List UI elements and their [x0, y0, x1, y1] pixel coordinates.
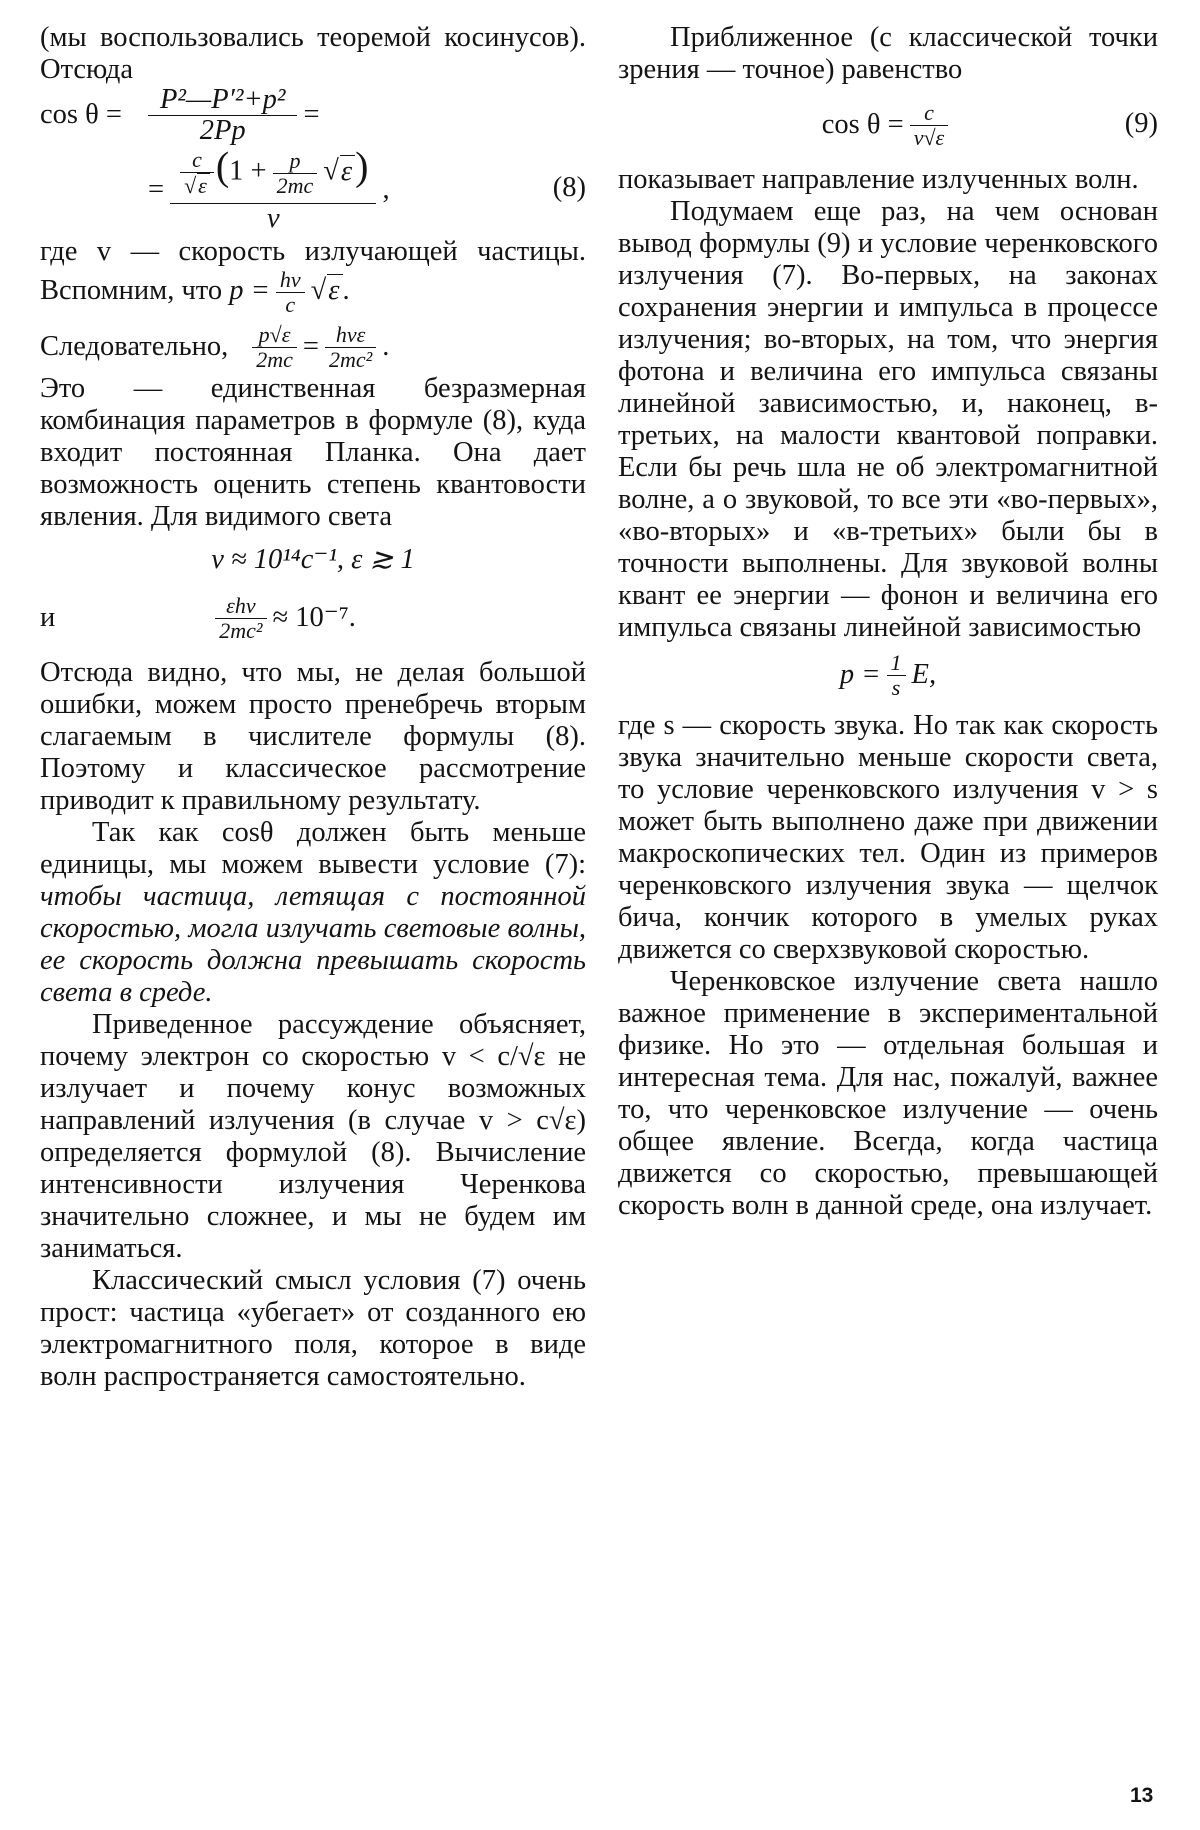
therefore-label: Следовательно, [40, 331, 229, 362]
ratio-rhs-den: 2mc² [328, 346, 373, 372]
estimate-num: εhν [215, 594, 266, 619]
formula-phonon [618, 644, 1158, 706]
formula-8-line2: = $\frac{c}{√\varepsilon}$ (1 + $\frac{p}{2mc}$ √ε) v , (8) [148, 144, 586, 234]
formula-8-fraction1 [148, 85, 298, 146]
formula-8-fraction1-denominator: 2Pp [199, 114, 246, 146]
formula-8-p-over-2mc [273, 149, 318, 198]
formula-8-fraction1-numerator: P²—P′²+p² [148, 85, 298, 116]
formula-8-fraction2 [170, 146, 376, 233]
ratio-lhs-den: 2mc [256, 346, 293, 372]
formula-8-lhs: cos θ = [40, 99, 122, 130]
formula-9-lhs: cos θ = [821, 109, 904, 140]
estimate-frequency: ν ≈ 10¹⁴c⁻¹, ε ≳ 1 [211, 544, 415, 575]
formula-8-one-plus: 1 + [229, 156, 267, 188]
formula-9-num: c [910, 101, 949, 126]
condition-7-italic: чтобы частица, летящая с постоянной скоростью, могла излучать световые волны, ее скорость должна превышать скорость света в среде. [40, 881, 586, 1008]
phonon-p-equals: p = [839, 659, 881, 690]
paragraph-velocity-definition: где v — скорость излучающей частицы. Вспомним, что p = $\frac{h\nu}{c}$ √ε . [40, 236, 586, 317]
formula-9-den: v√ε [913, 124, 945, 150]
paragraph-sound-speed: где s — скорость звука. Но так как скорость звука значительно меньше скорости света, то условие черенковского излучения v > s может быть выполнено даже при движении макроскопических тел. Один из примеров черенковского излучения звука — щелчок бича, кончик которого в умелых руках движется со сверхзвуковой скоростью. [618, 710, 1158, 965]
estimate-value: ≈ 10⁻⁷. [272, 602, 356, 633]
momentum-c: c [285, 292, 296, 317]
right-column [618, 22, 1158, 1222]
paragraph-application: Черенковское излучение света нашло важное применение в экспериментальной физике. Но это — отдельная большая и интересная тема. Для нас, пожалуй, важнее то, что черенковское излучение — очень общее явление. Всегда, когда частица движется со скоростью, превышающей скорость волн в данной среде, она излучает. [618, 966, 1158, 1221]
phonon-den: s [891, 674, 901, 700]
left-column [40, 22, 586, 1393]
formula-8-number: (8) [552, 172, 586, 203]
momentum-sqrt-eps: ε [327, 274, 342, 306]
paragraph-reasoning: Подумаем еще раз, на чем основан вывод формулы (9) и условие черенковского излучения (7). Во-первых, на законах сохранения энергии и импульса в процессе излучения; во-вторых, на том, что энергия фотона и величина его импульса связаны линейной зависимостью, и, наконец, в-третьих, на малости квантовой поправки. Если бы речь шла не об электромагнитной волне, а о звуковой, то все эти «во-первых», «во-вторых» и «в-третьих» были бы в точности выполнены. Для звуковой волны квант ее энергии — фонон и величина его импульса связаны линейной зависимостью [618, 196, 1158, 643]
phonon-num: 1 [887, 651, 906, 676]
paragraph-approximate-equality: Приближенное (с классической точки зрения — точное) равенство [618, 22, 1158, 85]
formula-8-2mc: 2mc [276, 173, 314, 198]
momentum-hv: hν [276, 268, 305, 293]
phonon-energy: E, [911, 659, 937, 690]
ratio-rhs-num: hνε [325, 323, 376, 348]
estimate-fraction [215, 594, 266, 643]
formula-9 [618, 86, 1158, 164]
formula-9-number: (9) [1124, 108, 1158, 139]
phonon-fraction [887, 651, 906, 700]
paragraph-neglect-term: Отсюда видно, что мы, не делая большой ошибки, можем просто пренебречь вторым слагаемым в числителе формулы (8). Поэтому и классическое рассмотрение приводит к правильному результату. [40, 657, 586, 816]
formula-8-fraction2-numerator: $\frac{c}{√\varepsilon}$ (1 + $\frac{p}{2mc}$ √ε) [170, 146, 376, 203]
ratio-lhs [252, 323, 297, 372]
paragraph-cosine-theorem: (мы воспользовались теоремой косинусов). Отсюда [40, 22, 586, 85]
ratio-rhs [325, 323, 376, 372]
formula-9-fraction [910, 101, 949, 150]
estimate-and: и [40, 602, 56, 633]
paragraph-condition-7: Так как cosθ должен быть меньше единицы, мы можем вывести условие (7): чтобы частица, летящая с постоянной скоростью, могла излучать световые волны, ее скорость должна превышать скорость света в среде. [40, 817, 586, 1008]
estimate-ratio [40, 587, 586, 649]
momentum-p-equals: p = [229, 275, 270, 307]
formula-8-c: c [180, 148, 214, 173]
momentum-fraction [276, 268, 305, 317]
formula-8-sqrt-eps-2: ε [340, 155, 355, 187]
paragraph-explanation: Приведенное рассуждение объясняет, почему электрон со скоростью v < c/√ε не излучает и почему конус возможных направлений излучения (в случае v > c√ε) определяется формулой (8). Вычисление интенсивности излучения Черенкова значительно сложнее, и мы не будем им заниматься. [40, 1009, 586, 1264]
page-number: 13 [1130, 1784, 1154, 1807]
formula-8-fraction2-denominator: v [266, 202, 280, 234]
estimate-den: 2mc² [219, 617, 263, 643]
paragraph-dimensionless: Это — единственная безразмерная комбинация параметров в формуле (8), куда входит постоянная Планка. Она дает возможность оценить степень квантовости явления. Для видимого света [40, 373, 586, 532]
ratio-equation: Следовательно, $\frac{p√\varepsilon}{2mc}$ = $\frac{\text{hνε}}{\text{2mc²}}$ . [40, 321, 390, 372]
formula-8-c-over-sqrt-eps [180, 148, 214, 198]
formula-8-line1: cos θ = $\frac{\text{P²—P′²+p²}}{2Pp}$ = [40, 83, 320, 146]
formula-8-p: p [273, 149, 318, 174]
ratio-lhs-num: p√ε [252, 323, 297, 348]
paragraph-classical-meaning: Классический смысл условия (7) очень прост: частица «убегает» от созданного ею электромагнитного поля, которое в виде волн распространяется самостоятельно. [40, 1265, 586, 1392]
formula-8-sqrt-eps: √ε [180, 173, 214, 198]
estimate-visible-light [40, 533, 586, 587]
paragraph-direction: показывает направление излученных волн. [618, 164, 1139, 195]
